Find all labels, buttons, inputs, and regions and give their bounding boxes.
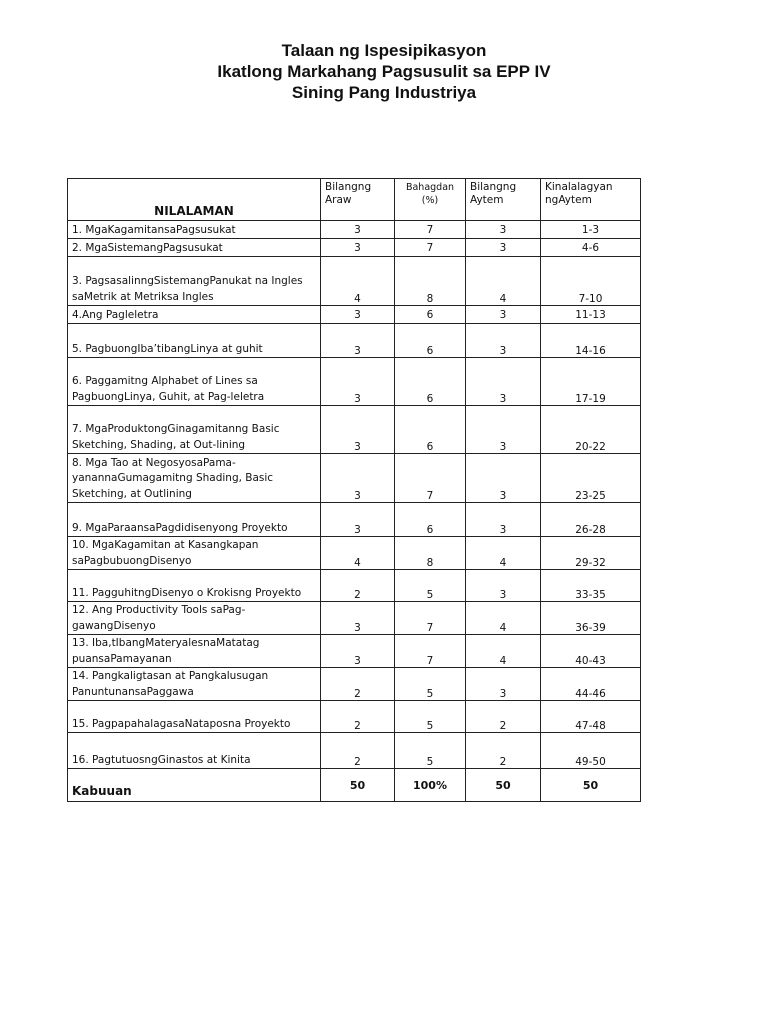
cell-araw: 4: [321, 537, 395, 570]
header-bilang-aytem: Bilangng Aytem: [466, 179, 541, 221]
total-row: [68, 769, 641, 802]
table-row: [68, 221, 641, 239]
cell-nilalaman: 4.Ang Pagleletra: [68, 306, 321, 324]
cell-nilalaman: 6. Paggamitng Alphabet of Lines sa PagbuongLinya, Guhit, at Pag-leletra: [68, 358, 321, 406]
cell-aytem: 3: [466, 239, 541, 257]
cell-bahagdan: 6: [395, 406, 466, 454]
cell-aytem: 2: [466, 701, 541, 733]
table-header-row: [68, 179, 641, 221]
cell-kinalalagyan: 23-25: [541, 454, 641, 503]
cell-bahagdan: 5: [395, 570, 466, 602]
cell-kinalalagyan: 14-16: [541, 324, 641, 358]
cell-kinalalagyan: 1-3: [541, 221, 641, 239]
cell-aytem: 4: [466, 537, 541, 570]
cell-kinalalagyan: 47-48: [541, 701, 641, 733]
cell-bahagdan: 7: [395, 221, 466, 239]
cell-kinalalagyan: 36-39: [541, 602, 641, 635]
cell-aytem: 3: [466, 358, 541, 406]
table-row: [68, 668, 641, 701]
total-bahagdan: 100%: [395, 769, 466, 802]
cell-bahagdan: 7: [395, 602, 466, 635]
cell-bahagdan: 7: [395, 635, 466, 668]
cell-bahagdan: 7: [395, 454, 466, 503]
cell-aytem: 3: [466, 570, 541, 602]
cell-nilalaman: 8. Mga Tao at NegosyosaPama-yanannaGumagamitng Shading, Basic Sketching, at Outlining: [68, 454, 321, 503]
cell-nilalaman: 11. PagguhitngDisenyo o Krokisng Proyekto: [68, 570, 321, 602]
cell-kinalalagyan: 4-6: [541, 239, 641, 257]
cell-aytem: 4: [466, 602, 541, 635]
cell-kinalalagyan: 26-28: [541, 503, 641, 537]
table-row: [68, 635, 641, 668]
cell-nilalaman: 5. PagbuongIba’tibangLinya at guhit: [68, 324, 321, 358]
cell-araw: 3: [321, 635, 395, 668]
cell-aytem: 3: [466, 668, 541, 701]
cell-kinalalagyan: 33-35: [541, 570, 641, 602]
cell-bahagdan: 6: [395, 324, 466, 358]
cell-kinalalagyan: 20-22: [541, 406, 641, 454]
cell-araw: 3: [321, 406, 395, 454]
table-row: [68, 454, 641, 503]
cell-bahagdan: 5: [395, 701, 466, 733]
cell-aytem: 3: [466, 221, 541, 239]
table-row: [68, 257, 641, 306]
cell-nilalaman: 14. Pangkaligtasan at Pangkalusugan PanuntunansaPaggawa: [68, 668, 321, 701]
table-row: [68, 406, 641, 454]
cell-kinalalagyan: 49-50: [541, 733, 641, 769]
cell-bahagdan: 7: [395, 239, 466, 257]
table-row: [68, 733, 641, 769]
cell-aytem: 3: [466, 324, 541, 358]
cell-aytem: 4: [466, 257, 541, 306]
table-row: [68, 503, 641, 537]
cell-aytem: 4: [466, 635, 541, 668]
cell-nilalaman: 3. PagsasalinngSistemangPanukat na Ingles saMetrik at Metriksa Ingles: [68, 257, 321, 306]
cell-bahagdan: 5: [395, 733, 466, 769]
cell-araw: 2: [321, 733, 395, 769]
cell-nilalaman: 2. MgaSistemangPagsusukat: [68, 239, 321, 257]
cell-bahagdan: 5: [395, 668, 466, 701]
cell-araw: 3: [321, 306, 395, 324]
table-row: [68, 324, 641, 358]
cell-bahagdan: 6: [395, 306, 466, 324]
cell-araw: 3: [321, 358, 395, 406]
cell-araw: 2: [321, 570, 395, 602]
cell-aytem: 2: [466, 733, 541, 769]
cell-araw: 3: [321, 221, 395, 239]
table-row: [68, 358, 641, 406]
cell-araw: 2: [321, 668, 395, 701]
table-row: [68, 306, 641, 324]
cell-araw: 3: [321, 239, 395, 257]
title-line-2: Ikatlong Markahang Pagsusulit sa EPP IV: [217, 62, 551, 81]
total-kinalalagyan: 50: [541, 769, 641, 802]
header-bilang-araw: Bilangng Araw: [321, 179, 395, 221]
cell-araw: 3: [321, 454, 395, 503]
title-line-3: Sining Pang Industriya: [291, 83, 477, 102]
table-row: [68, 570, 641, 602]
cell-araw: 3: [321, 503, 395, 537]
cell-nilalaman: 12. Ang Productivity Tools saPag-gawangDisenyo: [68, 602, 321, 635]
specification-table: [67, 178, 641, 802]
total-araw: 50: [321, 769, 395, 802]
header-bahagdan: Bahagdan (%): [395, 179, 466, 221]
document-title: [0, 40, 768, 103]
title-line-1: Talaan ng Ispesipikasyon: [281, 41, 487, 60]
cell-bahagdan: 8: [395, 537, 466, 570]
cell-kinalalagyan: 40-43: [541, 635, 641, 668]
table-row: [68, 602, 641, 635]
header-kinalalagyan: Kinalalagyan ngAytem: [541, 179, 641, 221]
cell-bahagdan: 6: [395, 358, 466, 406]
cell-kinalalagyan: 29-32: [541, 537, 641, 570]
table-row: [68, 537, 641, 570]
cell-nilalaman: 9. MgaParaansaPagdidisenyong Proyekto: [68, 503, 321, 537]
cell-araw: 3: [321, 324, 395, 358]
cell-aytem: 3: [466, 503, 541, 537]
cell-aytem: 3: [466, 406, 541, 454]
cell-araw: 3: [321, 602, 395, 635]
header-nilalaman: NILALAMAN: [68, 179, 321, 221]
cell-nilalaman: 1. MgaKagamitansaPagsusukat: [68, 221, 321, 239]
cell-kinalalagyan: 44-46: [541, 668, 641, 701]
cell-nilalaman: 13. Iba,tIbangMateryalesnaMatatag puansaPamayanan: [68, 635, 321, 668]
table-row: [68, 701, 641, 733]
table-row: [68, 239, 641, 257]
total-nilalaman: Kabuuan: [68, 769, 321, 802]
cell-nilalaman: 10. MgaKagamitan at Kasangkapan saPagbubuongDisenyo: [68, 537, 321, 570]
cell-bahagdan: 8: [395, 257, 466, 306]
table-body: [68, 221, 641, 802]
cell-kinalalagyan: 11-13: [541, 306, 641, 324]
cell-kinalalagyan: 7-10: [541, 257, 641, 306]
cell-bahagdan: 6: [395, 503, 466, 537]
cell-araw: 2: [321, 701, 395, 733]
cell-aytem: 3: [466, 454, 541, 503]
cell-araw: 4: [321, 257, 395, 306]
cell-kinalalagyan: 17-19: [541, 358, 641, 406]
cell-aytem: 3: [466, 306, 541, 324]
cell-nilalaman: 7. MgaProduktongGinagamitanng Basic Sketching, Shading, at Out-lining: [68, 406, 321, 454]
cell-nilalaman: 15. PagpapahalagasaNataposna Proyekto: [68, 701, 321, 733]
cell-nilalaman: 16. PagtutuosngGinastos at Kinita: [68, 733, 321, 769]
total-aytem: 50: [466, 769, 541, 802]
